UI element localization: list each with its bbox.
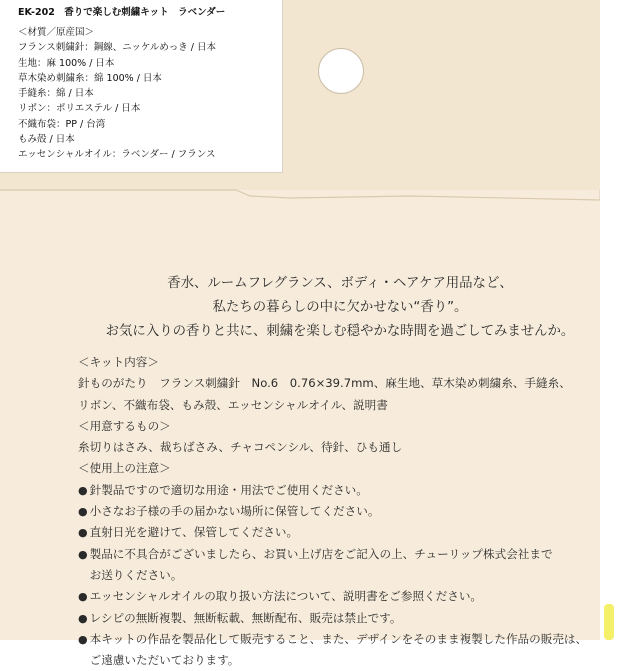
- section-heading-cautions: ＜使用上の注意＞: [78, 461, 171, 476]
- yellow-tab-marker: [604, 604, 614, 640]
- material-line: 不織布袋：PP / 台湾: [18, 118, 106, 130]
- material-line: リボン：ポリエステル / 日本: [18, 103, 141, 115]
- hang-hole-icon: [318, 48, 364, 94]
- intro-text: [80, 272, 600, 344]
- caution-item: ● 本キットの作品を製品化して販売すること、また、デザインをそのまま複製した作品の販売は、: [78, 629, 587, 650]
- material-line: もみ殻 / 日本: [18, 134, 75, 146]
- material-list: [18, 25, 216, 163]
- caution-continuation: ご遠慮いただいております。: [78, 653, 240, 668]
- section-heading-contents: ＜キット内容＞: [78, 355, 159, 369]
- material-line: ＜材質／原産国＞: [18, 27, 95, 38]
- caution-item: ● 直射日光を避けて、保管してください。: [78, 522, 587, 543]
- material-line: 草木染め刺繍糸：綿 100% / 日本: [18, 72, 162, 84]
- caution-item: ● レシピの無断複製、無断転載、無断配布、販売は禁止です。: [78, 608, 587, 629]
- page-edge: [600, 0, 640, 640]
- contents-line: 針ものがたり フランス刺繍針 No.6 0.76×39.7mm、麻生地、草木染め刺繍糸、手縫糸、: [78, 376, 571, 391]
- caution-item: ● 製品に不具合がございましたら、お買い上げ店をご記入の上、チューリップ株式会社まで: [78, 544, 587, 565]
- caution-continuation: お送りください。: [78, 567, 183, 582]
- caution-item: ● 小さなお子様の手の届かない場所に保管してください。: [78, 501, 587, 522]
- material-line: フランス刺繍針：鋼線、ニッケルめっき / 日本: [18, 42, 217, 54]
- requirements-line: 糸切りはさみ、裁ちばさみ、チャコペンシル、待針、ひも通し: [78, 440, 403, 455]
- intro-line: 香水、ルームフレグランス、ボディ・ヘアケア用品など、: [167, 276, 513, 291]
- intro-line: 私たちの暮らしの中に欠かせない“香り”。: [212, 300, 468, 315]
- material-label: [0, 0, 283, 173]
- material-line: 生地：麻 100% / 日本: [18, 57, 115, 69]
- contents-line: リボン、不織布袋、もみ殻、エッセンシャルオイル、説明書: [78, 397, 388, 412]
- section-heading-requirements: ＜用意するもの＞: [78, 418, 171, 433]
- material-line: 手縫糸：綿 / 日本: [18, 88, 94, 100]
- kit-details: [78, 352, 587, 671]
- caution-item: ● 針製品ですので適切な用途・用法でご使用ください。: [78, 480, 587, 501]
- caution-item: ● エッセンシャルオイルの取り扱い方法について、説明書をご参照ください。: [78, 586, 587, 607]
- intro-line: お気に入りの香りと共に、刺繍を楽しむ穏やかな時間を過ごしてみませんか。: [105, 324, 575, 339]
- product-title: EK-202 香りで楽しむ刺繍キット ラベンダー: [18, 7, 226, 18]
- material-line: エッセンシャルオイル：ラベンダー / フランス: [18, 149, 216, 161]
